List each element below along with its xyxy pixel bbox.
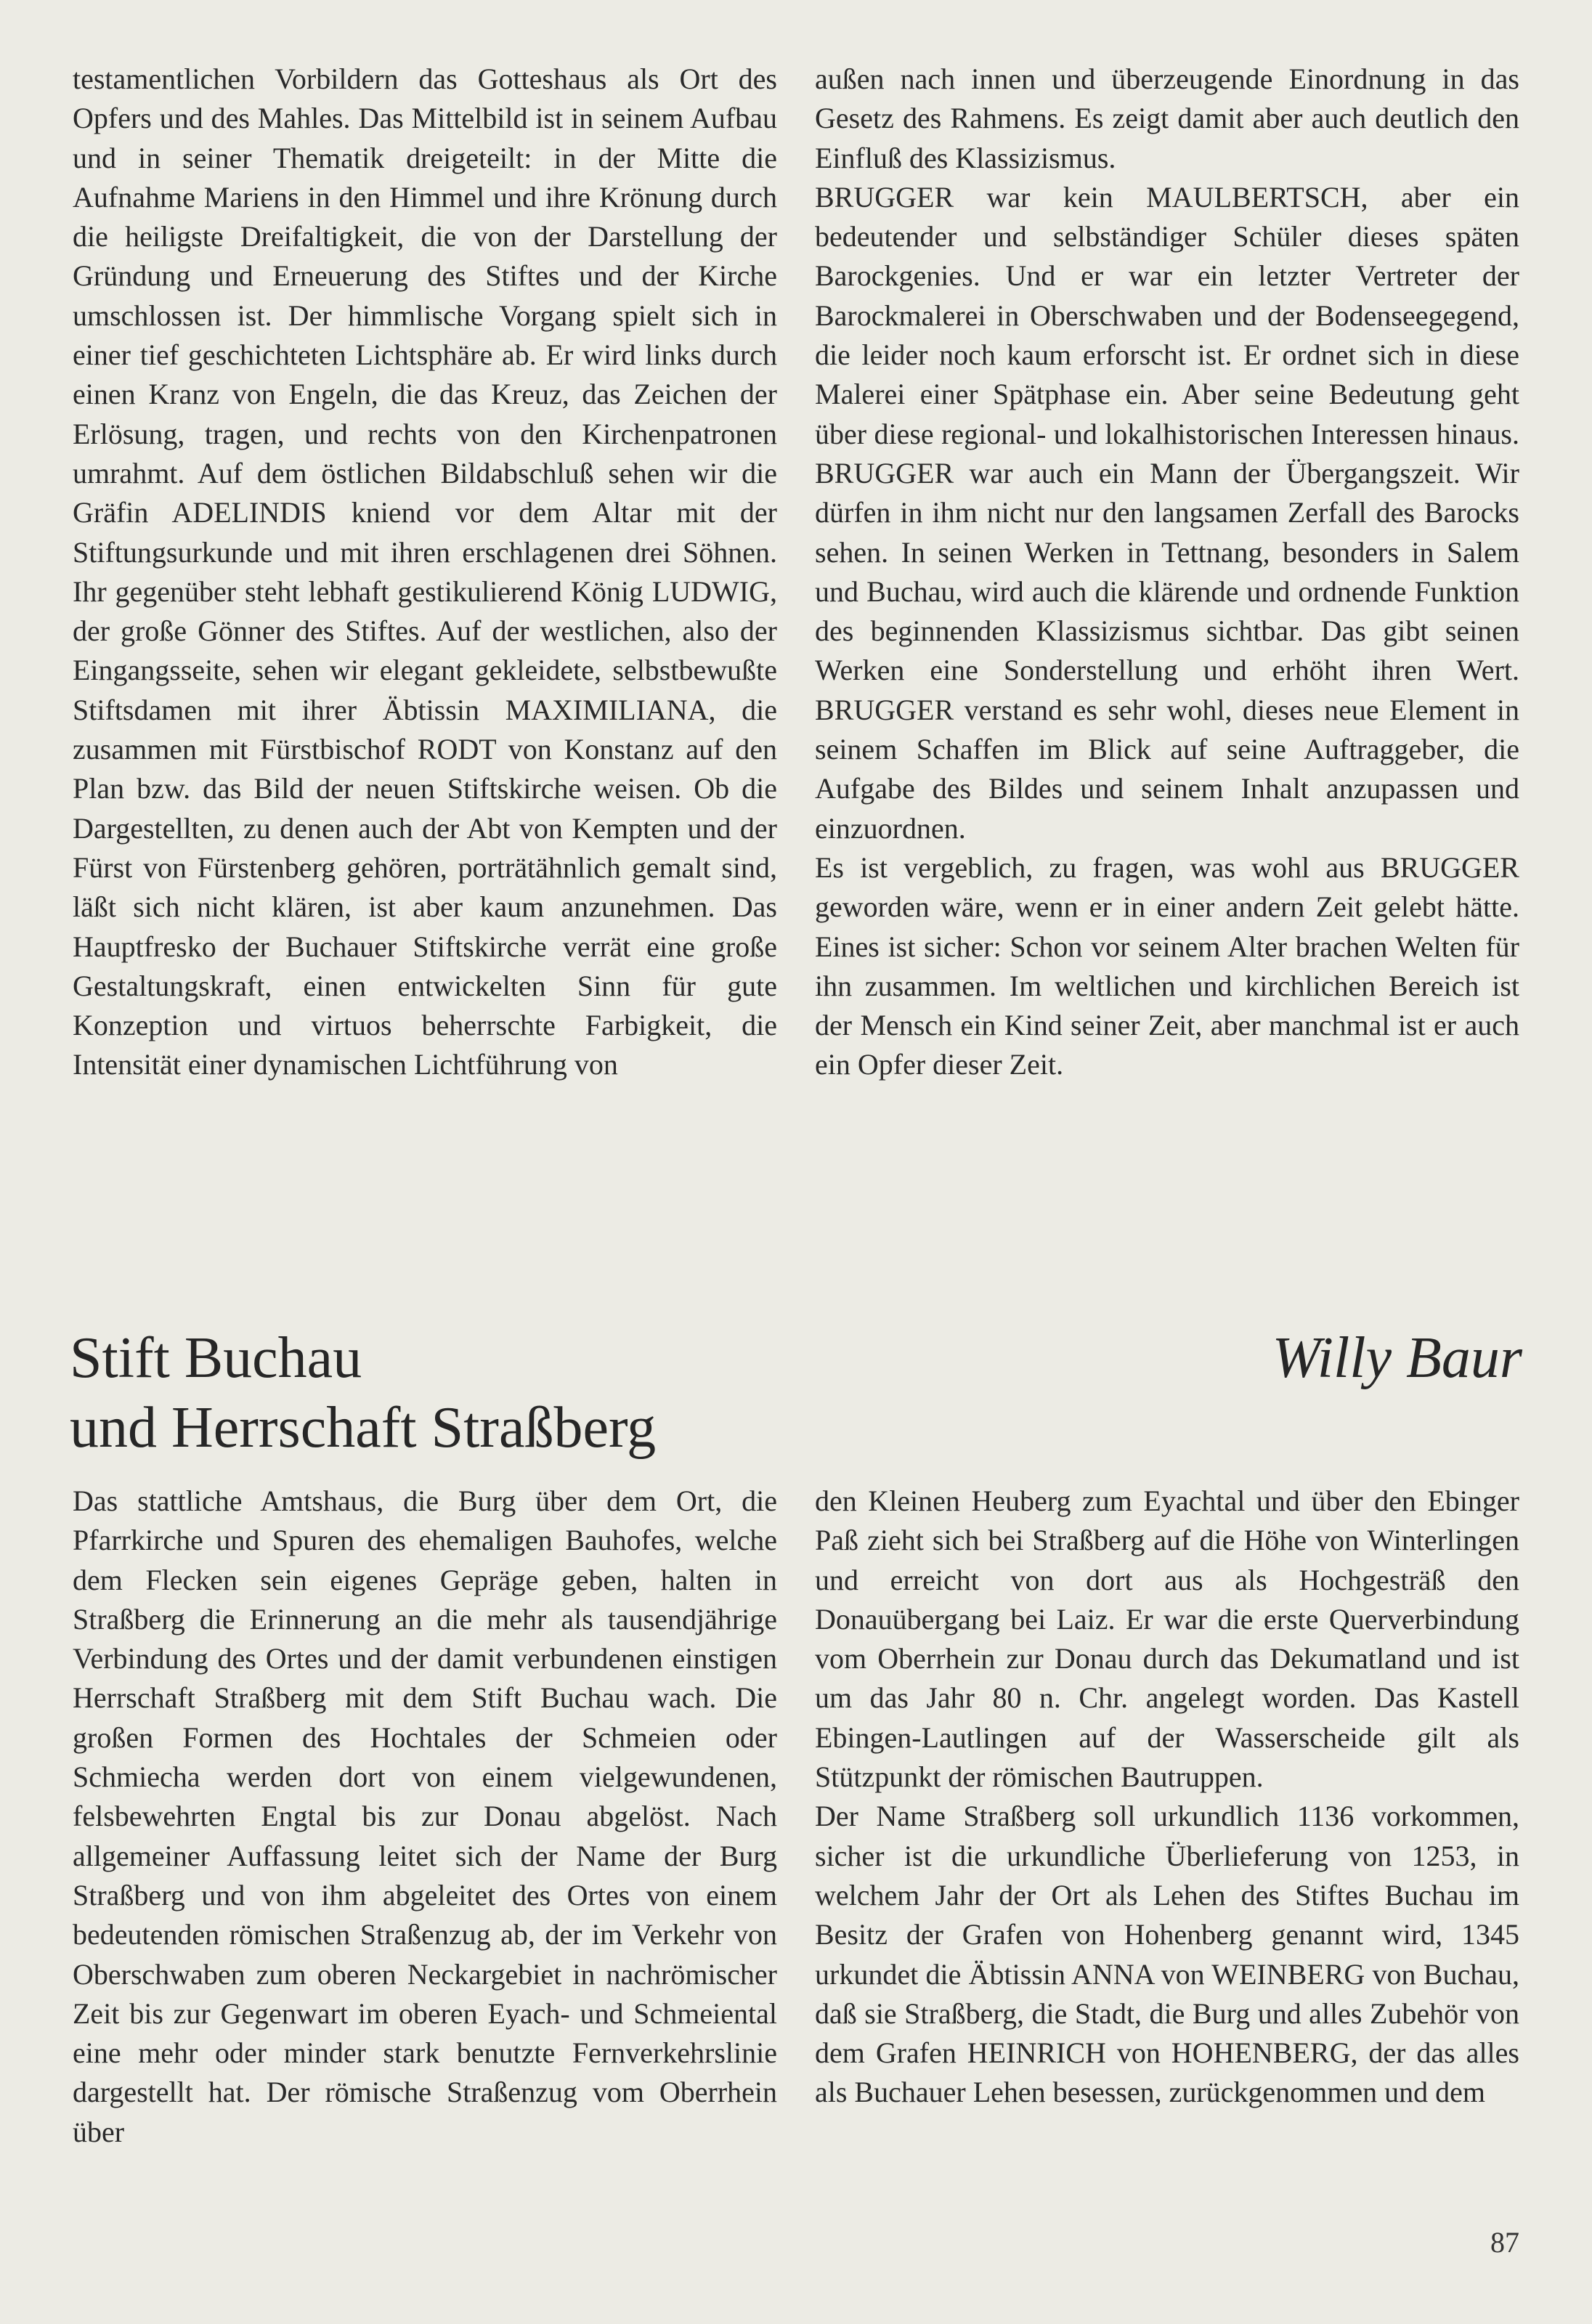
article-title: [70, 1323, 656, 1463]
article-left-column: [73, 1482, 777, 2152]
paragraph: Der Name Straßberg soll urkundlich 1136 vorkommen, sicher ist die urkundliche Überlieferung von 1253, in welchem Jahr der Ort als Lehen des Stiftes Buchau im Besitz der Grafen von Hohenberg genannt wird, 1345 urkundet die Äbtissin ANNA von WEINBERG von Buchau, daß sie Straßberg, die Stadt, die Burg und alles Zubehör von dem Grafen HEINRICH von HOHENBERG, der das alles als Buchauer Lehen besessen, zurückgenommen und dem: [815, 1800, 1519, 2109]
article-title-line-1: Stift Buchau: [70, 1326, 362, 1390]
top-left-column: [73, 60, 777, 1085]
paragraph: testamentlichen Vorbildern das Gotteshaus als Ort des Opfers und des Mahles. Das Mittelbild ist in seinem Aufbau und in seiner Thematik dreigeteilt: in der Mitte die Aufnahme Mariens in den Himmel und ihre Krönung durch die heiligste Dreifaltigkeit, die von der Darstellung der Gründung und Erneuerung des Stiftes und der Kirche umschlossen ist. Der himmlische Vorgang spielt sich in einer tief geschichteten Lichtsphäre ab. Er wird links durch einen Kranz von Engeln, die das Kreuz, das Zeichen der Erlösung, tragen, und rechts von den Kirchenpatronen umrahmt. Auf dem östlichen Bildabschluß sehen wir die Gräfin ADELINDIS kniend vor dem Altar mit der Stiftungsurkunde und mit ihren erschlagenen drei Söhnen. Ihr gegenüber steht lebhaft gestikulierend König LUDWIG, der große Gönner des Stiftes. Auf der westlichen, also der Eingangsseite, sehen wir elegant gekleidete, selbstbewußte Stiftsdamen mit ihrer Äbtissin MAXIMILIANA, die zusammen mit Fürstbischof RODT von Konstanz auf den Plan bzw. das Bild der neuen Stiftskirche weisen. Ob die Dargestellten, zu denen auch der Abt von Kempten und der Fürst von Fürstenberg gehören, porträtähnlich gemalt sind, läßt sich nicht klären, ist aber kaum anzunehmen. Das Hauptfresko der Buchauer Stiftskirche verrät eine große Gestaltungskraft, einen entwickelten Sinn für gute Konzeption und virtuos beherrschte Farbigkeit, die Intensität einer dynamischen Lichtführung von: [73, 62, 777, 1081]
paragraph: außen nach innen und überzeugende Einordnung in das Gesetz des Rahmens. Es zeigt damit aber auch deutlich den Einfluß des Klassizismus.: [815, 62, 1519, 174]
paragraph: den Kleinen Heuberg zum Eyachtal und über den Ebinger Paß zieht sich bei Straßberg auf die Höhe von Winterlingen und erreicht von dort aus als Hochgesträß den Donauübergang bei Laiz. Er war die erste Querverbindung vom Oberrhein zur Donau durch das Dekumatland und ist um das Jahr 80 n. Chr. angelegt worden. Das Kastell Ebingen-Lautlingen auf der Wasserscheide gilt als Stützpunkt der römischen Bautruppen.: [815, 1484, 1519, 1794]
page-number: 87: [1490, 2226, 1519, 2259]
article-right-column: [815, 1482, 1519, 2113]
paragraph: Das stattliche Amtshaus, die Burg über dem Ort, die Pfarrkirche und Spuren des ehemaligen Bauhofes, welche dem Flecken sein eigenes Gepräge geben, halten in Straßberg die Erinnerung an die mehr als tausendjährige Verbindung des Ortes und der damit verbundenen einstigen Herrschaft Straßberg mit dem Stift Buchau wach. Die großen Formen des Hochtales der Schmeien oder Schmiecha werden dort von einem vielgewundenen, felsbewehrten Engtal bis zur Donau abgelöst. Nach allgemeiner Auffassung leitet sich der Name der Burg Straßberg und von ihm abgeleitet des Ortes von einem bedeutenden römischen Straßenzug ab, der im Verkehr von Oberschwaben zum oberen Neckargebiet in nachrömischer Zeit bis zur Gegenwart im oberen Eyach- und Schmeiental eine mehr oder minder stark benutzte Fernverkehrslinie dargestellt hat. Der römische Straßenzug vom Oberrhein über: [73, 1484, 777, 2148]
article-title-line-2: und Herrschaft Straßberg: [70, 1396, 657, 1460]
paragraph: BRUGGER war kein MAULBERTSCH, aber ein bedeutender und selbständiger Schüler dieses späten Barockgenies. Und er war ein letzter Vertreter der Barockmalerei in Oberschwaben und der Bodenseegegend, die leider noch kaum erforscht ist. Er ordnet sich in diese Malerei einer Spätphase ein. Aber seine Bedeutung geht über diese regional- und lokalhistorischen Interessen hinaus. BRUGGER war auch ein Mann der Übergangszeit. Wir dürfen in ihm nicht nur den langsamen Zerfall des Barocks sehen. In seinen Werken in Tettnang, besonders in Salem und Buchau, wird auch die klärende und ordnende Funktion des beginnenden Klassizismus sichtbar. Das gibt seinen Werken eine Sonderstellung und erhöht ihren Wert. BRUGGER verstand es sehr wohl, dieses neue Element in seinem Schaffen im Blick auf seine Auftraggeber, die Aufgabe des Bildes und seinem Inhalt anzupassen und einzuordnen.: [815, 180, 1519, 845]
article-author: Willy Baur: [1272, 1326, 1522, 1390]
top-right-column: [815, 60, 1519, 1085]
paragraph: Es ist vergeblich, zu fragen, was wohl aus BRUGGER geworden wäre, wenn er in einer andern Zeit gelebt hätte. Eines ist sicher: Schon vor seinem Alter brachen Welten für ihn zusammen. Im weltlichen und kirchlichen Bereich ist der Mensch ein Kind seiner Zeit, aber manchmal ist er auch ein Opfer dieser Zeit.: [815, 850, 1519, 1081]
